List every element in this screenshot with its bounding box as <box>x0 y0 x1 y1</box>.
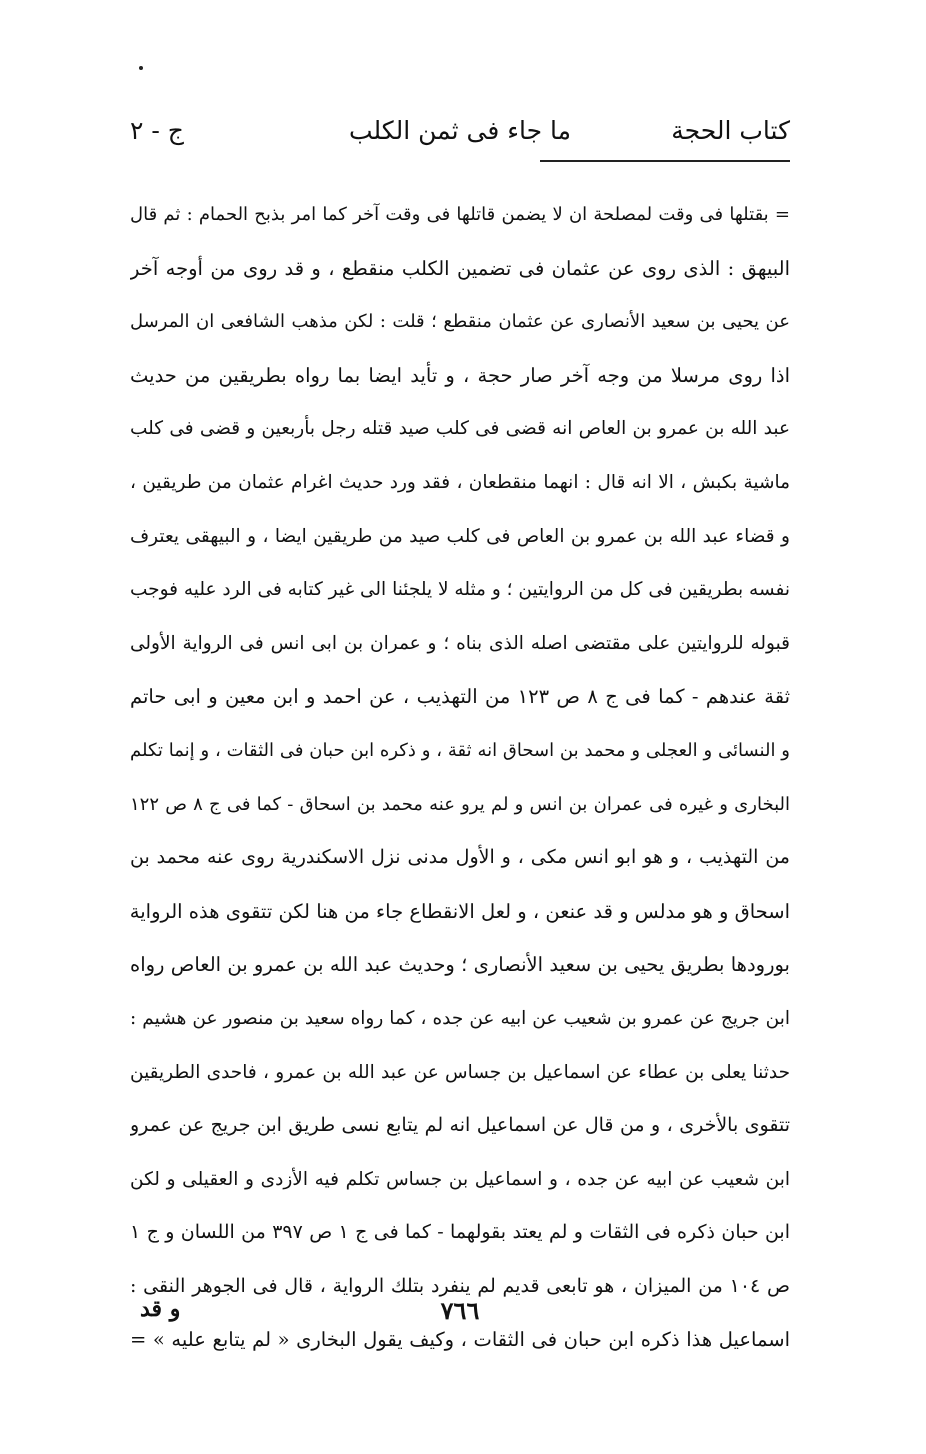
text-line: اذا روى مرسلا من وجه آخر صار حجة ، و تأيد ايضا بما رواه بطريقين من حديث <box>130 363 790 387</box>
text-line: قبوله للروايتين على مقتضى اصله الذى بناه ؛ و عمران بن ابى انس فى الرواية الأولى <box>130 632 790 654</box>
page-footer <box>130 1296 790 1332</box>
text-line: بورودها بطريق يحيى بن سعيد الأنصارى ؛ وحديث عبد الله بن عمرو بن العاص رواه <box>130 953 790 977</box>
text-line: تتقوى بالأخرى ، و من قال عن اسماعيل انه لم يتابع نسى طريق ابن جريج عن عمرو <box>130 1114 790 1137</box>
text-line: ثقة عندهم - كما فى ج ٨ ص ١٢٣ من التهذيب ، عن احمد و ابن معين و ابى حاتم <box>130 685 790 709</box>
text-line: ص ١٠٤ من الميزان ، هو تابعى قديم لم ينفرد بتلك الرواية ، قال فى الجوهر النقى : <box>130 1274 790 1297</box>
page-number: ٧٦٦ <box>440 1296 480 1325</box>
text-line: البخارى و غيره فى عمران بن انس و لم يرو عنه محمد بن اسحاق - كما فى ج ٨ ص ١٢٢ <box>130 793 790 815</box>
catchword: و قد <box>140 1296 181 1322</box>
text-line: البيهق : الذى روى عن عثمان فى تضمين الكلب منقطع ، و قد روى من أوجه آخر <box>130 256 790 280</box>
text-line: = بقتلها فى وقت لمصلحة ان لا يضمن قاتلها فى وقت آخر كما امر بذبح الحمام : ثم قال <box>130 204 790 225</box>
text-line: من التهذيب ، و هو ابو انس مكى ، و الأول مدنى نزل الاسكندرية روى عنه محمد بن <box>130 846 790 869</box>
text-line: حدثنا يعلى بن عطاء عن اسماعيل بن جساس عن عبد الله بن عمرو ، فاحدى الطريقين <box>130 1061 790 1083</box>
text-line: ابن جريج عن عمرو بن شعيب عن ابيه عن جده ، كما رواه سعيد بن منصور عن هشيم : <box>130 1007 790 1029</box>
header-rule <box>540 160 790 162</box>
chapter-title: ما جاء فى ثمن الكلب <box>348 116 572 145</box>
text-line: و النسائى و العجلى و محمد بن اسحاق انه ثقة ، و ذكره ابن حبان فى الثقات ، و إنما تكلم <box>130 739 790 761</box>
text-line: ابن شعيب عن ابيه عن جده ، و اسماعيل بن جساس تكلم فيه الأزدى و العقيلى و لكن <box>130 1168 790 1190</box>
running-header <box>130 116 790 160</box>
text-line: ماشية بكبش ، الا انه قال : انهما منقطعان ، فقد ورد حديث اغرام عثمان من طريقين ، <box>130 471 790 493</box>
book-title: كتاب الحجة <box>671 116 790 145</box>
body-text <box>130 188 790 1367</box>
volume-label: ج - ٢ <box>130 116 184 145</box>
text-line: عن يحيى بن سعيد الأنصارى عن عثمان منقطع ؛ قلت : لكن مذهب الشافعى ان المرسل <box>130 311 790 333</box>
text-line: نفسه بطريقين فى كل من الروايتين ؛ و مثله لا يلجئنا الى غير كتابه فى الرد عليه فوجب <box>130 579 790 601</box>
text-line: و قضاء عبد الله بن عمرو بن العاص فى كلب صيد من طريقين ايضا ، و البيهقى يعترف <box>130 525 790 547</box>
text-line: عبد الله بن عمرو بن العاص انه قضى فى كلب صيد قتله رجل بأربعين و قضى فى كلب <box>130 418 790 440</box>
text-line: اسحاق و هو مدلس و قد عنعن ، و لعل الانقطاع جاء من هنا لكن تتقوى هذه الرواية <box>130 899 790 923</box>
text-line: ابن حبان ذكره فى الثقات و لم يعتد بقولهما - كما فى ج ١ ص ٣٩٧ من اللسان و ج ١ <box>130 1221 790 1244</box>
ink-speck <box>139 66 143 70</box>
text-line: اسماعيل هذا ذكره ابن حبان فى الثقات ، وكيف يقول البخارى « لم يتابع عليه » = <box>130 1328 790 1352</box>
